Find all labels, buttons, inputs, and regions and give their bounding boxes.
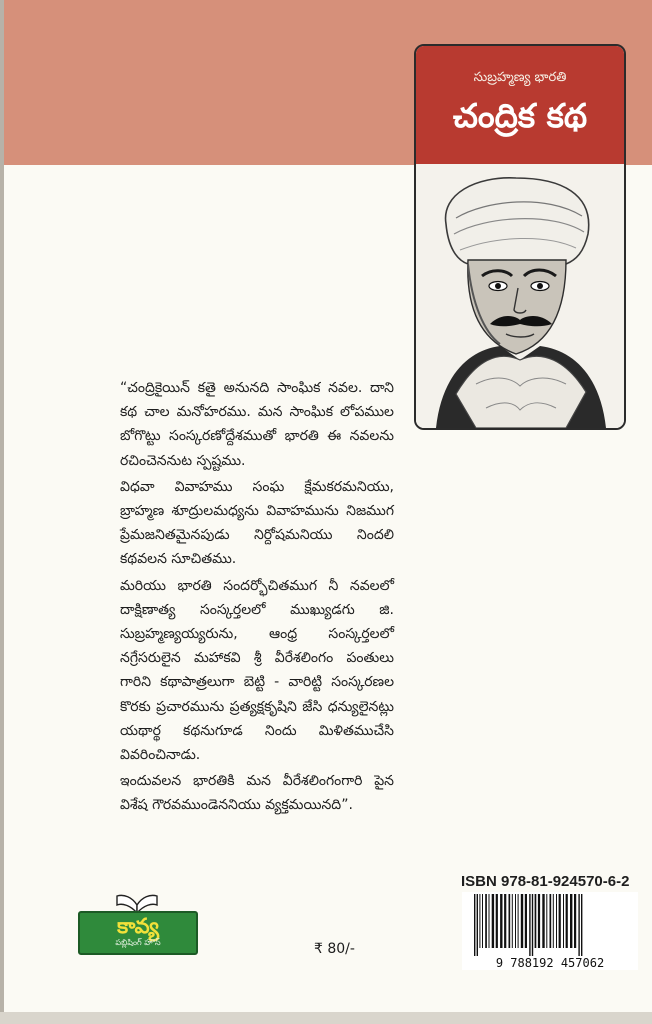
barcode-bar: [563, 894, 564, 948]
barcode-bar: [504, 894, 506, 948]
title-panel: [414, 44, 626, 430]
blurb-paragraph-1: “చంద్రికైయిన్ కతై అనునది సాంఘిక నవల. దాని కథ చాల మనోహరము. మన సాంఘిక లోపముల బోగొట్టు సంస్కరణోద్దేశముతో భారతి ఈ నవలను రచించెననుట స్పష్టము.: [120, 380, 394, 469]
barcode-bar: [550, 894, 552, 948]
publisher-tagline: పబ్లిషింగ్ హౌస్: [115, 938, 161, 947]
barcode-bar: [581, 894, 582, 956]
barcode-bar: [578, 894, 579, 956]
barcode-bar: [538, 894, 540, 948]
book-title: చంద్రిక కథ: [452, 96, 588, 135]
barcode-bar: [515, 894, 516, 948]
spine-edge: [0, 0, 4, 1024]
barcode-bar: [518, 894, 519, 948]
barcode-bar: [556, 894, 557, 948]
barcode-bar: [474, 894, 475, 956]
blurb-paragraph-4: ఇందువలన భారతికి మన వీరేశలింగంగారి పైన విశేష గౌరవముండెననియు వ్యక్తమయినది”.: [120, 773, 394, 814]
barcode-bar: [512, 894, 513, 948]
barcode-bars: [474, 894, 582, 956]
barcode-bar: [525, 894, 527, 948]
bottom-edge: [0, 1012, 652, 1024]
barcode-bar: [559, 894, 561, 948]
barcode-bar: [479, 894, 480, 948]
barcode-bar: [574, 894, 576, 948]
blurb-text: [120, 376, 394, 818]
title-header: [416, 46, 624, 164]
barcode-bar: [482, 894, 483, 948]
barcode-bar: [509, 894, 511, 948]
barcode-bar: [489, 894, 490, 948]
barcode-bar: [566, 894, 568, 948]
blurb-paragraph-2: విధవా వివాహము సంఘ క్షేమకరమనియు, బ్రాహ్మణ శూద్రులమధ్యను వివాహమును నిజముగ ప్రేమజనితమైనపుడు నిర్దోషమనియు నిందలి కథవలన సూచితము.: [120, 478, 394, 568]
barcode-bar: [553, 894, 554, 948]
barcode-bar: [485, 894, 487, 948]
barcode-bar: [477, 894, 478, 956]
author-name: సుబ్రహ్మణ్య భారతి: [473, 70, 567, 85]
isbn-label: ISBN 978-81-924570-6-2: [461, 873, 630, 890]
publisher-name: కావ్య: [117, 914, 159, 938]
price: ₹ 80/-: [314, 941, 355, 957]
publisher-badge: [78, 911, 198, 955]
barcode-bar: [570, 894, 572, 948]
barcode-bar: [496, 894, 498, 948]
barcode-bar: [529, 894, 530, 956]
barcode-bar: [532, 894, 533, 956]
barcode: [462, 892, 638, 970]
barcode-bar: [521, 894, 523, 948]
barcode-bar: [535, 894, 537, 948]
barcode-bar: [500, 894, 502, 948]
bharathi-portrait-icon: [416, 164, 624, 428]
barcode-bar: [492, 894, 494, 948]
barcode-bar: [542, 894, 544, 948]
blurb-paragraph-3: మరియు భారతి సందర్భోచితముగ నీ నవలలో దాక్షిణాత్య సంస్కర్తలలో ముఖ్యుడగు జి. సుబ్రహ్మణ్యయ్యరును, ఆంధ్ర సంస్కర్తలలో నగ్రేసరులైన మహాకవి శ్రీ వీరేశలింగం పంతులు గారిని కథాపాత్రలుగా బెట్టి - వారిట్టి సంస్కరణల కొరకు ప్రచారమును ప్రత్యక్షకృషిని జేసి ధన్యులైనట్లు యథార్థ కథనుగూడ నిందు మిళితముచేసి వివరించినాడు.: [120, 577, 394, 764]
publisher-logo: [78, 893, 198, 955]
barcode-bar: [546, 894, 547, 948]
barcode-digits: 9 788192 457062: [495, 956, 605, 970]
